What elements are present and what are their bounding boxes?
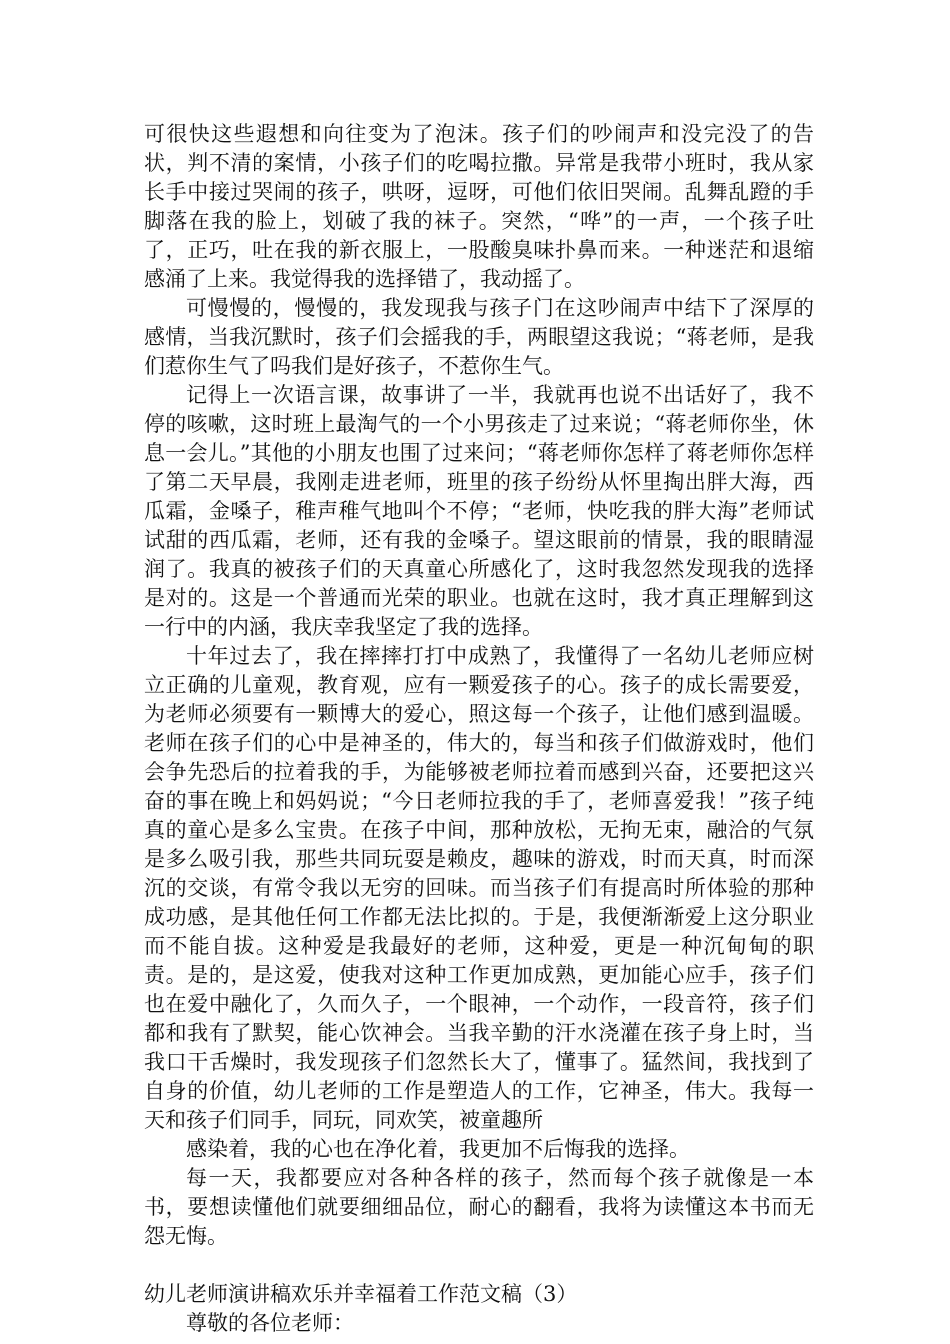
salutation: 尊敬的各位老师： xyxy=(186,1311,354,1335)
paragraph-1: 可很快这些遐想和向往变为了泡沫。孩子们的吵闹声和没完没了的告状，判不清的案情，小孩子们的吃喝拉撒。异常是我带小班时，我从家长手中接过哭闹的孩子，哄呀，逗呀，可他们依旧哭闹。乱舞乱蹬的手脚落在我的脸上，划破了我的袜子。突然，“哗”的一声，一个孩子吐了，正巧，吐在我的新衣服上，一股酸臭味扑鼻而来。一种迷茫和退缩感涌了上来。我觉得我的选择错了，我动摇了。 xyxy=(144,122,814,291)
paragraph-4: 十年过去了，我在摔摔打打中成熟了，我懂得了一名幼儿老师应树立正确的儿童观，教育观，应有一颗爱孩子的心。孩子的成长需要爱，为老师必须要有一颗博大的爱心，照这每一个孩子，让他们感到温暖。老师在孩子们的心中是神圣的，伟大的，每当和孩子们做游戏时，他们会争先恐后的拉着我的手，为能够被老师拉着而感到兴奋，还要把这兴奋的事在晚上和妈妈说；“今日老师拉我的手了，老师喜爱我！”孩子纯真的童心是多么宝贵。在孩子中间，那种放松，无拘无束，融洽的气氛是多么吸引我，那些共同玩耍是赖皮，趣味的游戏，时而天真，时而深沉的交谈，有常令我以无穷的回味。而当孩子们有提高时所体验的那种成功感，是其他任何工作都无法比拟的。于是，我便渐渐爱上这分职业而不能自拔。这种爱是我最好的老师，这种爱，更是一种沉甸甸的职责。是的，是这爱，使我对这种工作更加成熟，更加能心应手，孩子们也在爱中融化了，久而久子，一个眼神，一个动作，一段音符，孩子们都和我有了默契，能心饮神会。当我辛勤的汗水浇灌在孩子身上时，当我口干舌燥时，我发现孩子们忽然长大了，懂事了。猛然间，我找到了自身的价值，幼儿老师的工作是塑造人的工作，它神圣，伟大。我每一天和孩子们同手，同玩，同欢笑，被童趣所 xyxy=(144,644,814,1132)
section-title: 幼儿老师演讲稿欢乐并幸福着工作范文稿（3） xyxy=(144,1282,578,1306)
paragraph-5: 感染着，我的心也在净化着，我更加不后悔我的选择。 xyxy=(186,1137,690,1161)
paragraph-3: 记得上一次语言课，故事讲了一半，我就再也说不出话好了，我不停的咳嗽，这时班上最淘气的一个小男孩走了过来说；“蒋老师你坐，休息一会儿。”其他的小朋友也围了过来问；“蒋老师你怎样了蒋老师你怎样了第二天早晨，我刚走进老师，班里的孩子纷纷从怀里掏出胖大海，西瓜霜，金嗓子，稚声稚气地叫个不停；“老师，快吃我的胖大海”老师试试甜的西瓜霜，老师，还有我的金嗓子。望这眼前的情景，我的眼睛湿润了。我真的被孩子们的天真童心所感化了，这时我忽然发现我的选择是对的。这是一个普通而光荣的职业。也就在这时，我才真正理解到这一行中的内涵，我庆幸我坚定了我的选择。 xyxy=(144,383,814,639)
paragraph-2: 可慢慢的，慢慢的，我发现我与孩子门在这吵闹声中结下了深厚的感情，当我沉默时，孩子们会摇我的手，两眼望这我说；“蒋老师，是我们惹你生气了吗我们是好孩子，不惹你生气。 xyxy=(144,296,814,378)
paragraph-6: 每一天，我都要应对各种各样的孩子，然而每个孩子就像是一本书，要想读懂他们就要细细品位，耐心的翻看，我将为读懂这本书而无怨无悔。 xyxy=(144,1166,814,1248)
document-body xyxy=(144,120,814,1338)
blank-line xyxy=(144,1251,814,1280)
